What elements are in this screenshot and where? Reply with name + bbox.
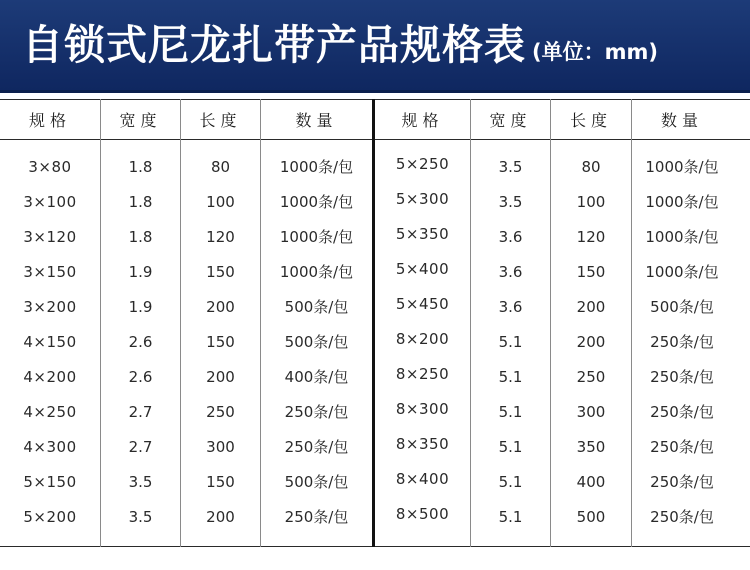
left-cell-length: 150 <box>206 332 235 351</box>
right-cell-length: 150 <box>576 262 606 281</box>
left-cell-spec: 3×100 <box>23 192 77 211</box>
right-cell-quantity: 250条/包 <box>650 333 714 351</box>
left-cell-width: 1.8 <box>128 157 153 176</box>
right-cell-quantity: 1000条/包 <box>645 193 719 211</box>
right-cell-spec: 8×300 <box>395 399 450 418</box>
right-cell-spec: 8×500 <box>395 504 450 523</box>
left-cell-quantity: 500条/包 <box>284 333 349 351</box>
right-cell-length: 500 <box>576 507 606 526</box>
right-cell-length: 250 <box>576 367 606 386</box>
right-cell-quantity: 250条/包 <box>650 438 714 456</box>
left-cell-spec: 3×200 <box>23 297 77 316</box>
left-cell-length: 250 <box>206 402 235 421</box>
left-cell-quantity: 250条/包 <box>284 508 349 526</box>
left-cell-length: 200 <box>206 297 235 316</box>
left-cell-length: 150 <box>206 262 235 281</box>
header-length: 长度 <box>569 110 612 130</box>
right-cell-quantity: 250条/包 <box>650 508 714 526</box>
left-cell-spec: 3×120 <box>23 227 77 246</box>
left-cell-spec: 3×150 <box>23 262 77 281</box>
table-bottom-border <box>0 546 750 547</box>
header-spec: 规格 <box>28 110 71 130</box>
left-cell-width: 1.8 <box>128 227 153 246</box>
left-cell-width: 3.5 <box>128 472 153 491</box>
page-title <box>22 14 658 76</box>
left-cell-width: 1.9 <box>128 262 153 281</box>
left-cell-spec: 4×150 <box>23 332 77 351</box>
left-cell-length: 80 <box>210 157 231 176</box>
title-banner-underline <box>0 90 750 93</box>
left-cell-quantity: 250条/包 <box>284 438 349 456</box>
left-cell-spec: 4×250 <box>23 402 77 421</box>
right-cell-spec: 5×450 <box>395 294 450 313</box>
header-width: 宽度 <box>489 110 532 130</box>
right-cell-quantity: 1000条/包 <box>645 158 719 176</box>
page-title-main: 自锁式尼龙扎带产品规格表 <box>22 21 526 69</box>
right-cell-width: 5.1 <box>498 507 523 526</box>
left-cell-quantity: 1000条/包 <box>279 263 354 281</box>
left-cell-quantity: 1000条/包 <box>279 158 354 176</box>
right-cell-spec: 5×300 <box>395 189 450 208</box>
left-cell-spec: 4×300 <box>23 437 77 456</box>
left-cell-spec: 5×200 <box>23 507 77 526</box>
right-cell-width: 5.1 <box>498 367 523 386</box>
left-cell-length: 200 <box>206 367 235 386</box>
header-length: 长度 <box>199 110 242 130</box>
right-cell-quantity: 250条/包 <box>650 473 714 491</box>
left-cell-width: 2.7 <box>128 437 153 456</box>
right-cell-width: 3.5 <box>498 157 523 176</box>
left-cell-length: 100 <box>206 192 235 211</box>
left-cell-length: 200 <box>206 507 235 526</box>
left-cell-length: 120 <box>206 227 235 246</box>
right-cell-spec: 8×250 <box>395 364 450 383</box>
left-cell-quantity: 500条/包 <box>284 473 349 491</box>
right-cell-length: 400 <box>576 472 606 491</box>
right-cell-length: 100 <box>576 192 606 211</box>
left-cell-quantity: 500条/包 <box>284 298 349 316</box>
left-cell-width: 2.6 <box>128 332 153 351</box>
right-cell-width: 5.1 <box>498 402 523 421</box>
header-width: 宽度 <box>119 110 162 130</box>
right-cell-width: 5.1 <box>498 437 523 456</box>
right-cell-spec: 8×200 <box>395 329 450 348</box>
left-cell-quantity: 1000条/包 <box>279 193 354 211</box>
left-cell-width: 2.7 <box>128 402 153 421</box>
right-cell-spec: 8×350 <box>395 434 450 453</box>
spec-table <box>0 99 750 547</box>
header-spec: 规格 <box>401 110 444 130</box>
left-cell-width: 2.6 <box>128 367 153 386</box>
left-cell-quantity: 1000条/包 <box>279 228 354 246</box>
right-cell-quantity: 250条/包 <box>650 403 714 421</box>
right-cell-width: 3.6 <box>498 297 523 316</box>
right-cell-quantity: 1000条/包 <box>645 228 719 246</box>
right-cell-spec: 5×250 <box>395 154 450 173</box>
right-cell-length: 200 <box>576 332 606 351</box>
left-cell-length: 150 <box>206 472 235 491</box>
right-cell-quantity: 500条/包 <box>650 298 714 316</box>
right-cell-spec: 8×400 <box>395 469 450 488</box>
left-cell-quantity: 400条/包 <box>284 368 349 386</box>
left-cell-spec: 3×80 <box>28 157 72 176</box>
header-quantity: 数量 <box>660 110 703 130</box>
left-cell-length: 300 <box>206 437 235 456</box>
right-cell-spec: 5×350 <box>395 224 450 243</box>
right-cell-length: 350 <box>576 437 606 456</box>
left-cell-spec: 4×200 <box>23 367 77 386</box>
right-cell-spec: 5×400 <box>395 259 450 278</box>
right-cell-width: 5.1 <box>498 332 523 351</box>
right-cell-length: 200 <box>576 297 606 316</box>
header-bottom-border <box>0 139 750 140</box>
left-cell-width: 1.9 <box>128 297 153 316</box>
right-cell-length: 120 <box>576 227 606 246</box>
page-title-unit: (单位：mm) <box>532 40 658 64</box>
right-cell-width: 5.1 <box>498 472 523 491</box>
header-quantity: 数量 <box>295 110 338 130</box>
right-cell-width: 3.5 <box>498 192 523 211</box>
right-cell-quantity: 1000条/包 <box>645 263 719 281</box>
left-cell-spec: 5×150 <box>23 472 77 491</box>
right-cell-quantity: 250条/包 <box>650 368 714 386</box>
right-cell-width: 3.6 <box>498 227 523 246</box>
left-cell-quantity: 250条/包 <box>284 403 349 421</box>
right-cell-length: 80 <box>581 157 601 176</box>
right-cell-length: 300 <box>576 402 606 421</box>
right-cell-width: 3.6 <box>498 262 523 281</box>
left-cell-width: 1.8 <box>128 192 153 211</box>
left-cell-width: 3.5 <box>128 507 153 526</box>
